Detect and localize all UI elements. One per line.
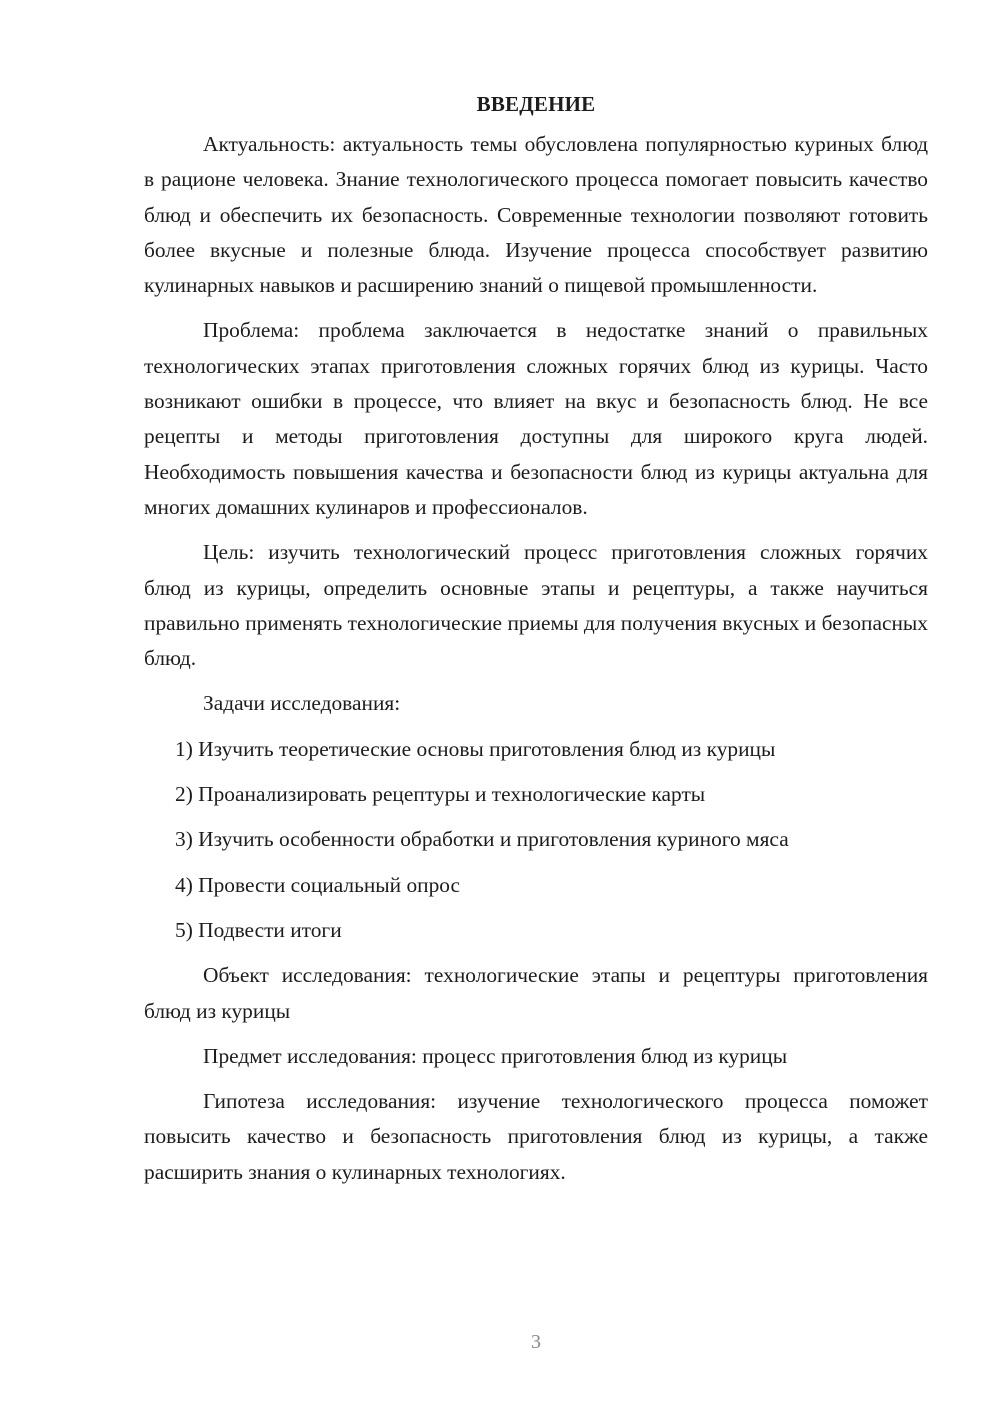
subject-paragraph: Предмет исследования: процесс приготовления блюд из курицы <box>203 1043 788 1068</box>
task-item: 4) Провести социальный опрос <box>175 872 461 897</box>
goal-paragraph: Цель: изучить технологический процесс приготовления сложных горячих блюд из курицы, определить основные этапы и рецептуры, а также научиться правильно применять технологические приемы для получения вкусных и безопасных блюд. <box>144 540 928 671</box>
tasks-heading: Задачи исследования: <box>203 691 401 716</box>
task-item: 2) Проанализировать рецептуры и технологические карты <box>175 782 706 807</box>
task-item: 5) Подвести итоги <box>175 917 342 942</box>
section-title: ВВЕДЕНИЕ <box>476 92 596 116</box>
task-item: 1) Изучить теоретические основы приготовления блюд из курицы <box>175 736 776 761</box>
page-content <box>144 92 928 1200</box>
page-number: 3 <box>531 1331 541 1353</box>
hypothesis-paragraph: Гипотеза исследования: изучение технологического процесса поможет повысить качество и безопасность приготовления блюд из курицы, а также расширить знания о кулинарных технологиях. <box>144 1089 928 1184</box>
problem-paragraph: Проблема: проблема заключается в недостатке знаний о правильных технологических этапах приготовления сложных горячих блюд из курицы. Часто возникают ошибки в процессе, что влияет на вкус и безопасность блюд. Не все рецепты и методы приготовления доступны для широкого круга людей. Необходимость повышения качества и безопасности блюд из курицы актуальна для многих домашних кулинаров и профессионалов. <box>144 318 928 519</box>
relevance-paragraph: Актуальность: актуальность темы обусловлена популярностью куриных блюд в рационе человека. Знание технологического процесса помогает повысить качество блюд и обеспечить их безопасность. Современные технологии позволяют готовить более вкусные и полезные блюда. Изучение процесса способствует развитию кулинарных навыков и расширению знаний о пищевой промышленности. <box>144 132 928 298</box>
task-item: 3) Изучить особенности обработки и приготовления куриного мяса <box>175 827 789 852</box>
tasks-list <box>144 732 928 948</box>
object-paragraph: Объект исследования: технологические этапы и рецептуры приготовления блюд из курицы <box>144 963 928 1023</box>
